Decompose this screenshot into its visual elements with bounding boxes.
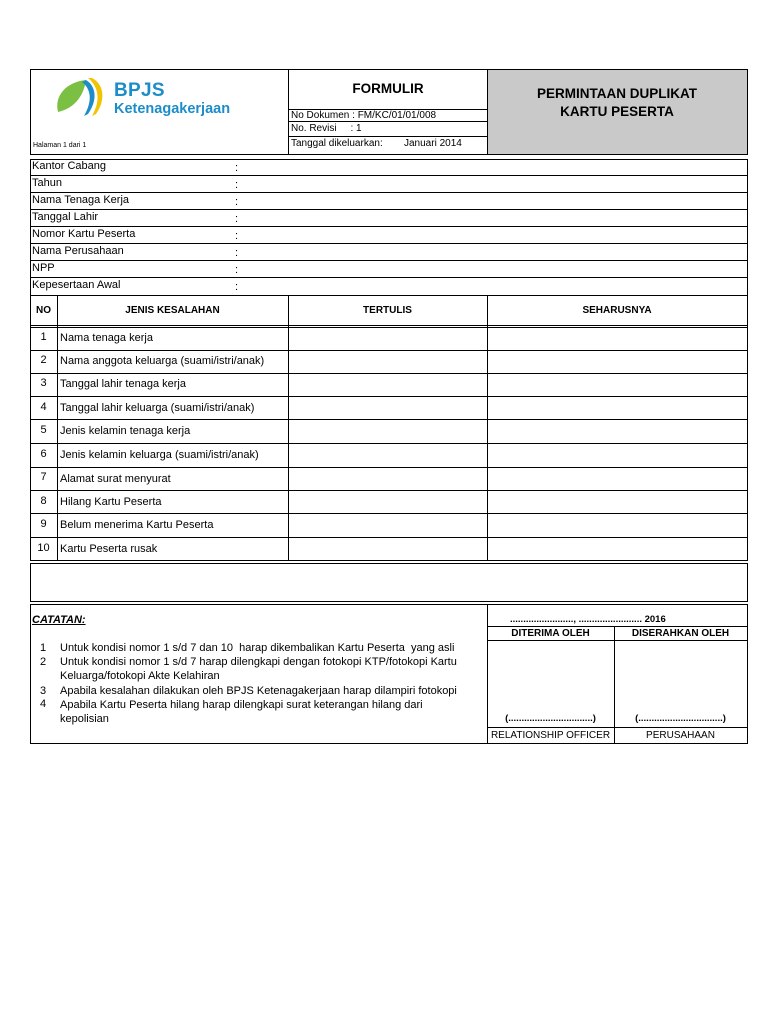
col-header-jenis-kesalahan: JENIS KESALAHAN [125, 305, 220, 316]
cell-seharusnya[interactable] [488, 491, 746, 512]
form-type-title: FORMULIR [352, 81, 424, 96]
row-number: 9 [40, 518, 47, 530]
row-number: 1 [40, 331, 47, 343]
row-jenis: Jenis kelamin tenaga kerja [60, 425, 191, 437]
note-text: Apabila kesalahan dilakukan oleh BPJS Ketenagakerjaan harap dilampiri fotokopi [60, 685, 457, 697]
cell-tertulis[interactable] [289, 468, 486, 489]
note-number: 4 [40, 698, 47, 710]
row-jenis: Alamat surat menyurat [60, 473, 171, 485]
field-separator: : [235, 264, 239, 276]
role-relationship-officer: RELATIONSHIP OFFICER [490, 730, 611, 741]
col-header-no: NO [36, 305, 51, 316]
handed-by-label: DISERAHKAN OLEH [631, 628, 730, 639]
row-number: 8 [40, 495, 47, 507]
form-title-line2: KARTU PESERTA [560, 104, 674, 119]
col-header-seharusnya: SEHARUSNYA [582, 305, 652, 316]
note-number: 3 [40, 685, 47, 697]
field-label: Kantor Cabang [32, 160, 106, 172]
row-jenis: Kartu Peserta rusak [60, 543, 158, 555]
cell-seharusnya[interactable] [488, 420, 746, 442]
signature-left[interactable]: (................................) [505, 713, 596, 724]
revision-number: No. Revisi : 1 [291, 123, 362, 134]
row-jenis: Tanggal lahir keluarga (suami/istri/anak) [60, 402, 255, 414]
note-number: 1 [40, 642, 47, 654]
logo-text-bpjs: BPJS [114, 80, 165, 101]
row-jenis: Nama anggota keluarga (suami/istri/anak) [60, 355, 265, 367]
cell-seharusnya[interactable] [488, 351, 746, 372]
signature-date-line[interactable]: ........................, ........................ 2016 [510, 614, 666, 625]
row-number: 7 [40, 471, 47, 483]
signature-right[interactable]: (................................) [635, 713, 726, 724]
cell-seharusnya[interactable] [488, 444, 746, 466]
row-number: 6 [40, 448, 47, 460]
cell-seharusnya[interactable] [488, 374, 746, 395]
issued-value: Januari 2014 [404, 138, 462, 149]
field-label: Kepesertaan Awal [32, 279, 121, 291]
field-separator: : [235, 196, 239, 208]
bpjs-logo [52, 74, 252, 124]
field-separator: : [235, 230, 239, 242]
row-number: 2 [40, 354, 47, 366]
catatan-heading: CATATAN: [32, 614, 86, 626]
field-label: Nama Tenaga Kerja [32, 194, 130, 206]
cell-seharusnya[interactable] [488, 328, 746, 349]
field-label: Nama Perusahaan [32, 245, 124, 257]
logo-text-ketenagakerjaan: Ketenagakerjaan [114, 101, 231, 117]
note-text: Keluarga/fotokopi Akte Kelahiran [60, 670, 220, 682]
field-separator: : [235, 162, 239, 174]
note-text: Untuk kondisi nomor 1 s/d 7 dan 10 harap dikembalikan Kartu Peserta yang asli [60, 642, 455, 654]
row-jenis: Tanggal lahir tenaga kerja [60, 378, 186, 390]
form-title-line1: PERMINTAAN DUPLIKAT [537, 86, 697, 101]
row-number: 4 [40, 401, 47, 413]
field-label: Nomor Kartu Peserta [32, 228, 136, 240]
cell-seharusnya[interactable] [488, 514, 746, 536]
col-header-tertulis: TERTULIS [363, 305, 412, 316]
note-text: kepolisian [60, 713, 109, 725]
note-number: 2 [40, 656, 47, 668]
cell-tertulis[interactable] [289, 351, 486, 372]
row-jenis: Belum menerima Kartu Peserta [60, 519, 214, 531]
field-label: Tanggal Lahir [32, 211, 99, 223]
row-jenis: Nama tenaga kerja [60, 332, 153, 344]
row-jenis: Hilang Kartu Peserta [60, 496, 162, 508]
row-jenis: Jenis kelamin keluarga (suami/istri/anak) [60, 449, 259, 461]
bpjs-logo-icon [52, 74, 112, 122]
cell-tertulis[interactable] [289, 538, 486, 559]
received-by-label: DITERIMA OLEH [511, 628, 590, 639]
field-separator: : [235, 213, 239, 225]
cell-tertulis[interactable] [289, 397, 486, 418]
cell-tertulis[interactable] [289, 491, 486, 512]
cell-tertulis[interactable] [289, 328, 486, 349]
field-separator: : [235, 179, 239, 191]
note-text: Apabila Kartu Peserta hilang harap dilengkapi surat keterangan hilang dari [60, 699, 423, 711]
row-number: 5 [40, 424, 47, 436]
row-number: 3 [40, 377, 47, 389]
cell-tertulis[interactable] [289, 420, 486, 442]
role-perusahaan: PERUSAHAAN [646, 730, 715, 741]
cell-tertulis[interactable] [289, 374, 486, 395]
cell-seharusnya[interactable] [488, 468, 746, 489]
note-text: Untuk kondisi nomor 1 s/d 7 harap dilengkapi dengan fotokopi KTP/fotokopi Kartu [60, 656, 457, 668]
cell-seharusnya[interactable] [488, 397, 746, 418]
field-separator: : [235, 247, 239, 259]
issued-label: Tanggal dikeluarkan: [291, 138, 383, 149]
field-label: NPP [32, 262, 55, 274]
row-number: 10 [37, 542, 50, 554]
field-separator: : [235, 281, 239, 293]
page-indicator: Halaman 1 dari 1 [33, 142, 87, 149]
doc-number: No Dokumen : FM/KC/01/01/008 [291, 110, 437, 121]
field-label: Tahun [32, 177, 62, 189]
cell-tertulis[interactable] [289, 444, 486, 466]
cell-seharusnya[interactable] [488, 538, 746, 559]
cell-tertulis[interactable] [289, 514, 486, 536]
